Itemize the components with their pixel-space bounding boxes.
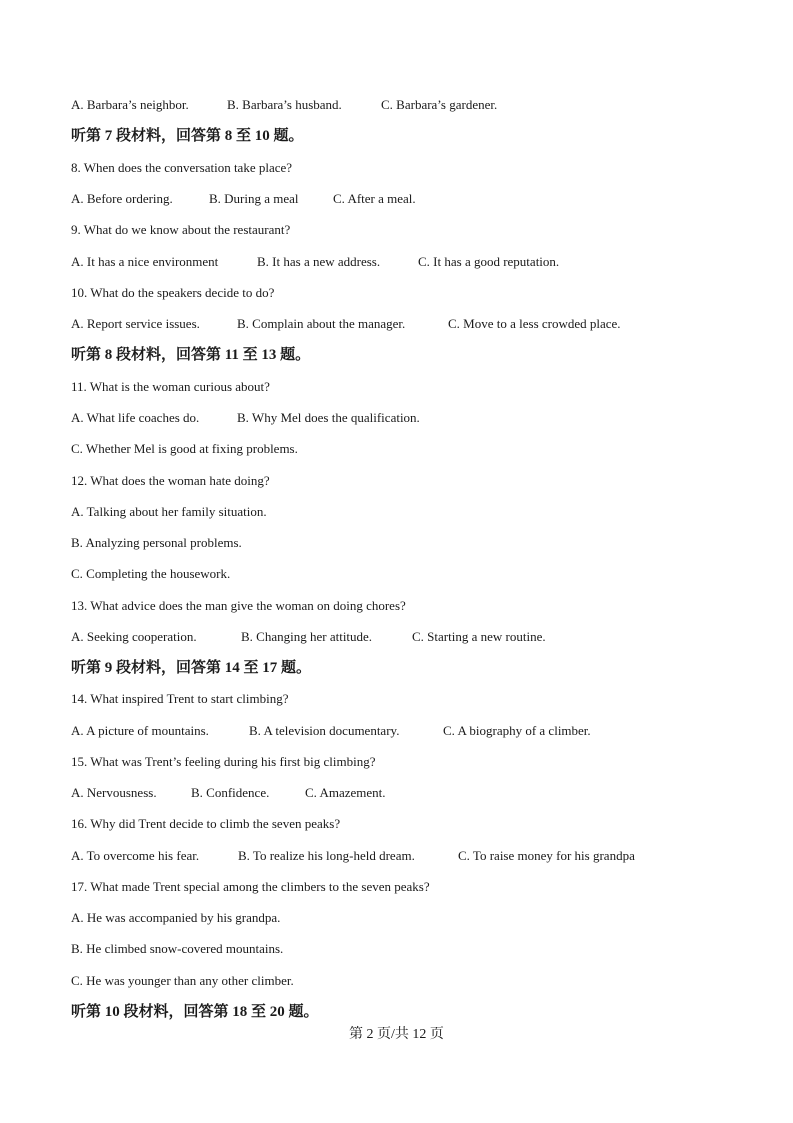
question-10-options [71,316,621,332]
question-11-option-c: C. Whether Mel is good at fixing problems. [71,441,298,456]
option-c: C. After a meal. [333,191,416,206]
option-c: C. Amazement. [305,785,386,800]
question-12-option-b: B. Analyzing personal problems. [71,535,242,550]
option-a: A. Before ordering. [71,191,173,206]
question-9-options [71,254,559,270]
option-a: A. Barbara’s neighbor. [71,97,189,112]
question-15: 15. What was Trent’s feeling during his first big climbing? [71,754,376,769]
page-footer: 第 2 页/共 12 页 [349,1027,444,1042]
option-c: C. A biography of a climber. [443,723,591,738]
question-16: 16. Why did Trent decide to climb the seven peaks? [71,816,341,831]
question-17-option-a: A. He was accompanied by his grandpa. [71,910,281,925]
question-9: 9. What do we know about the restaurant? [71,222,291,237]
question-10: 10. What do the speakers decide to do? [71,285,275,300]
question-11: 11. What is the woman curious about? [71,379,270,394]
option-c: C. Starting a new routine. [412,629,546,644]
question-13: 13. What advice does the man give the woman on doing chores? [71,598,406,613]
option-c: C. Move to a less crowded place. [448,316,621,331]
option-b: B. Changing her attitude. [241,629,373,644]
option-b: B. During a meal [209,191,299,206]
option-a: A. Nervousness. [71,785,157,800]
option-a: A. It has a nice environment [71,254,219,269]
question-17: 17. What made Trent special among the climbers to the seven peaks? [71,879,430,894]
question-13-options [71,629,546,645]
question-7-options [71,97,497,113]
option-b: B. It has a new address. [257,254,381,269]
option-a: A. What life coaches do. [71,410,200,425]
section-heading-10: 听第 10 段材料，回答第 18 至 20 题。 [71,1004,319,1020]
option-c: C. To raise money for his grandpa [458,848,635,863]
option-b: B. Confidence. [191,785,270,800]
question-12: 12. What does the woman hate doing? [71,473,270,488]
option-b: B. A television documentary. [249,723,400,738]
option-c: C. It has a good reputation. [418,254,560,269]
question-12-option-a: A. Talking about her family situation. [71,504,267,519]
question-14: 14. What inspired Trent to start climbing? [71,691,289,706]
question-17-option-c: C. He was younger than any other climber. [71,973,294,988]
question-8: 8. When does the conversation take place? [71,160,293,175]
option-b: B. Why Mel does the qualification. [237,410,420,425]
option-b: B. Complain about the manager. [237,316,406,331]
option-b: B. To realize his long-held dream. [238,848,415,863]
question-11-options [71,410,420,426]
question-12-option-c: C. Completing the housework. [71,566,231,581]
option-a: A. To overcome his fear. [71,848,200,863]
option-a: A. A picture of mountains. [71,723,209,738]
question-14-options [71,723,591,739]
section-heading-8: 听第 8 段材料，回答第 11 至 13 题。 [71,347,311,363]
question-17-option-b: B. He climbed snow-covered mountains. [71,941,284,956]
section-heading-9: 听第 9 段材料，回答第 14 至 17 题。 [71,660,312,676]
option-c: C. Barbara’s gardener. [381,97,498,112]
question-16-options [71,848,635,864]
option-a: A. Seeking cooperation. [71,629,197,644]
question-15-options [71,785,386,801]
section-heading-7: 听第 7 段材料，回答第 8 至 10 题。 [71,128,304,144]
option-b: B. Barbara’s husband. [227,97,342,112]
question-8-options [71,191,416,207]
option-a: A. Report service issues. [71,316,200,331]
